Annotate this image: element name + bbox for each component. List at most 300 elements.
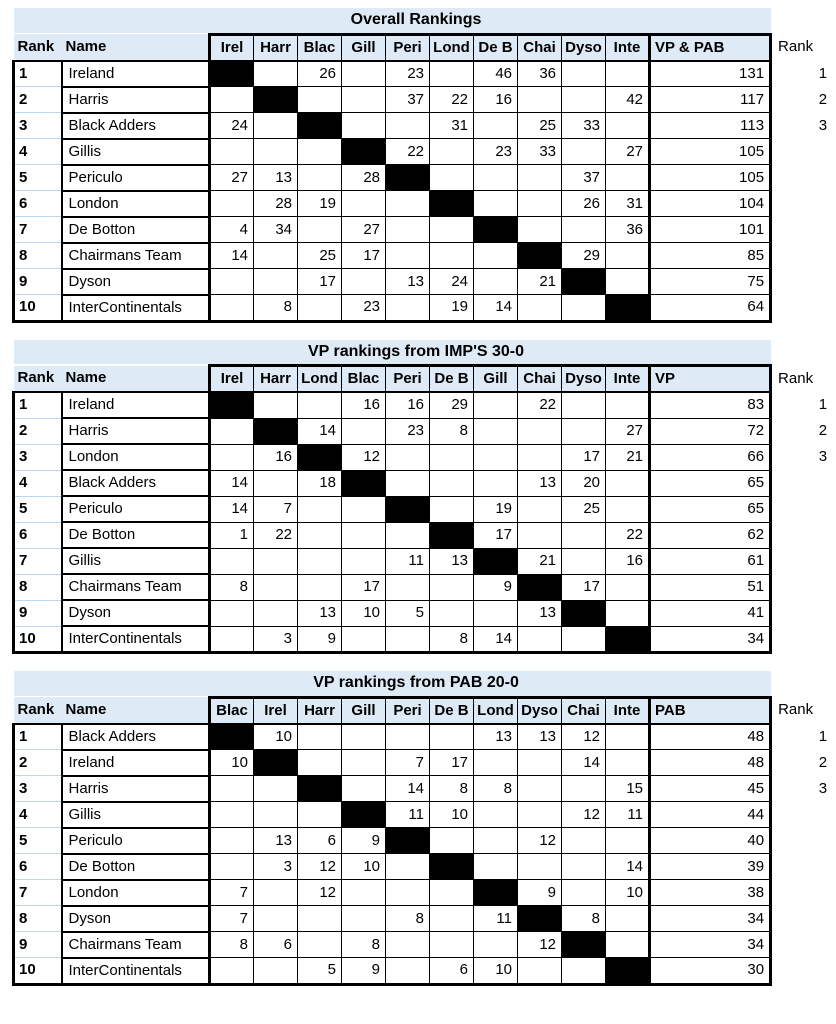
table-header-row bbox=[14, 366, 836, 393]
table-header-row bbox=[14, 34, 836, 61]
diagonal-self-cell bbox=[562, 269, 606, 295]
rank-cell: 9 bbox=[14, 269, 62, 295]
team-name-cell: London bbox=[62, 191, 210, 217]
opponent-column-header: Inte bbox=[606, 697, 650, 724]
score-cell: 15 bbox=[606, 776, 650, 802]
score-cell: 1 bbox=[210, 522, 254, 548]
score-cell bbox=[606, 392, 650, 418]
rank-cell: 5 bbox=[14, 165, 62, 191]
table-row bbox=[14, 392, 836, 418]
score-cell bbox=[474, 932, 518, 958]
score-cell bbox=[474, 470, 518, 496]
opponent-column-header: Irel bbox=[210, 34, 254, 61]
score-cell: 16 bbox=[254, 444, 298, 470]
score-cell bbox=[298, 392, 342, 418]
score-cell bbox=[606, 243, 650, 269]
team-name-cell: De Botton bbox=[62, 522, 210, 548]
score-cell bbox=[474, 418, 518, 444]
table-row bbox=[14, 574, 836, 600]
ranking-table bbox=[12, 340, 836, 655]
right-rank-cell bbox=[771, 828, 836, 854]
score-cell bbox=[518, 165, 562, 191]
score-cell bbox=[210, 776, 254, 802]
table-header-row bbox=[14, 697, 836, 724]
diagonal-self-cell bbox=[298, 444, 342, 470]
right-rank-cell: 2 bbox=[771, 418, 836, 444]
score-cell bbox=[342, 191, 386, 217]
opponent-column-header: Inte bbox=[606, 366, 650, 393]
score-cell: 5 bbox=[298, 958, 342, 985]
ranking-table bbox=[12, 671, 836, 986]
score-cell bbox=[518, 496, 562, 522]
total-cell: 44 bbox=[650, 802, 771, 828]
score-cell: 29 bbox=[562, 243, 606, 269]
score-cell bbox=[606, 165, 650, 191]
rank-cell: 3 bbox=[14, 776, 62, 802]
team-name-cell: Ireland bbox=[62, 61, 210, 87]
opponent-column-header: Blac bbox=[298, 34, 342, 61]
rankings-root bbox=[12, 8, 836, 986]
score-cell: 33 bbox=[518, 139, 562, 165]
table-row bbox=[14, 958, 836, 985]
score-cell: 46 bbox=[474, 61, 518, 87]
score-cell bbox=[210, 854, 254, 880]
score-cell bbox=[210, 626, 254, 653]
score-cell bbox=[606, 574, 650, 600]
score-cell bbox=[430, 165, 474, 191]
score-cell: 27 bbox=[606, 139, 650, 165]
score-cell bbox=[298, 932, 342, 958]
score-cell bbox=[386, 932, 430, 958]
score-cell bbox=[474, 269, 518, 295]
score-cell: 17 bbox=[562, 574, 606, 600]
team-name-cell: InterContinentals bbox=[62, 958, 210, 985]
score-cell: 13 bbox=[254, 828, 298, 854]
score-cell: 6 bbox=[430, 958, 474, 985]
score-cell bbox=[518, 87, 562, 113]
table-row bbox=[14, 776, 836, 802]
score-cell bbox=[254, 470, 298, 496]
score-cell: 8 bbox=[430, 418, 474, 444]
opponent-column-header: Harr bbox=[254, 34, 298, 61]
opponent-column-header: Harr bbox=[254, 366, 298, 393]
score-cell bbox=[562, 958, 606, 985]
score-cell bbox=[386, 724, 430, 750]
table-row bbox=[14, 932, 836, 958]
right-rank-cell bbox=[771, 191, 836, 217]
table-title-row bbox=[14, 340, 836, 366]
score-cell bbox=[518, 626, 562, 653]
right-rank-cell bbox=[771, 217, 836, 243]
right-rank-cell bbox=[771, 139, 836, 165]
rank-cell: 3 bbox=[14, 113, 62, 139]
score-cell bbox=[298, 87, 342, 113]
score-cell bbox=[298, 724, 342, 750]
total-cell: 83 bbox=[650, 392, 771, 418]
score-cell: 21 bbox=[518, 548, 562, 574]
score-cell: 14 bbox=[386, 776, 430, 802]
right-rank-cell bbox=[771, 548, 836, 574]
score-cell: 17 bbox=[430, 750, 474, 776]
team-name-cell: Black Adders bbox=[62, 470, 210, 496]
score-cell: 8 bbox=[210, 932, 254, 958]
rank-cell: 10 bbox=[14, 295, 62, 322]
score-cell: 3 bbox=[254, 854, 298, 880]
score-cell: 22 bbox=[606, 522, 650, 548]
score-cell: 20 bbox=[562, 470, 606, 496]
score-cell: 26 bbox=[562, 191, 606, 217]
score-cell: 36 bbox=[606, 217, 650, 243]
table-title-row bbox=[14, 8, 836, 34]
score-cell: 16 bbox=[606, 548, 650, 574]
table-row bbox=[14, 802, 836, 828]
score-cell: 13 bbox=[430, 548, 474, 574]
score-cell bbox=[562, 854, 606, 880]
score-cell: 16 bbox=[386, 392, 430, 418]
table-row bbox=[14, 724, 836, 750]
score-cell bbox=[298, 295, 342, 322]
score-cell: 6 bbox=[298, 828, 342, 854]
right-rank-cell: 2 bbox=[771, 750, 836, 776]
score-cell bbox=[562, 217, 606, 243]
score-cell bbox=[386, 444, 430, 470]
diagonal-self-cell bbox=[606, 958, 650, 985]
score-cell: 42 bbox=[606, 87, 650, 113]
score-cell: 29 bbox=[430, 392, 474, 418]
diagonal-self-cell bbox=[606, 295, 650, 322]
table-title: VP rankings from IMP'S 30-0 bbox=[14, 340, 771, 366]
score-cell: 33 bbox=[562, 113, 606, 139]
opponent-column-header: De B bbox=[430, 697, 474, 724]
score-cell: 19 bbox=[474, 496, 518, 522]
score-cell bbox=[562, 880, 606, 906]
table-row bbox=[14, 418, 836, 444]
rank-cell: 5 bbox=[14, 496, 62, 522]
table-row bbox=[14, 906, 836, 932]
total-cell: 72 bbox=[650, 418, 771, 444]
rank-cell: 7 bbox=[14, 880, 62, 906]
score-cell bbox=[606, 932, 650, 958]
score-cell bbox=[386, 217, 430, 243]
score-cell bbox=[430, 880, 474, 906]
diagonal-self-cell bbox=[518, 906, 562, 932]
score-cell bbox=[430, 574, 474, 600]
score-cell: 8 bbox=[430, 626, 474, 653]
diagonal-self-cell bbox=[562, 600, 606, 626]
team-name-cell: Harris bbox=[62, 418, 210, 444]
score-cell bbox=[298, 750, 342, 776]
rank-cell: 2 bbox=[14, 418, 62, 444]
score-cell: 26 bbox=[298, 61, 342, 87]
diagonal-self-cell bbox=[474, 880, 518, 906]
opponent-column-header: De B bbox=[430, 366, 474, 393]
score-cell: 10 bbox=[342, 600, 386, 626]
right-rank-cell bbox=[771, 802, 836, 828]
score-cell bbox=[474, 165, 518, 191]
score-cell bbox=[562, 418, 606, 444]
score-cell bbox=[430, 600, 474, 626]
rank-cell: 1 bbox=[14, 724, 62, 750]
diagonal-self-cell bbox=[254, 87, 298, 113]
score-cell: 9 bbox=[298, 626, 342, 653]
rank-cell: 1 bbox=[14, 61, 62, 87]
right-rank-column-header: Rank bbox=[771, 34, 836, 61]
score-cell: 31 bbox=[430, 113, 474, 139]
score-cell: 17 bbox=[342, 243, 386, 269]
score-cell bbox=[210, 600, 254, 626]
score-cell: 37 bbox=[386, 87, 430, 113]
score-cell bbox=[430, 724, 474, 750]
diagonal-self-cell bbox=[254, 418, 298, 444]
team-name-cell: Harris bbox=[62, 776, 210, 802]
score-cell bbox=[210, 87, 254, 113]
score-cell: 16 bbox=[474, 87, 518, 113]
rank-cell: 8 bbox=[14, 906, 62, 932]
opponent-column-header: Irel bbox=[210, 366, 254, 393]
team-name-cell: Chairmans Team bbox=[62, 243, 210, 269]
opponent-column-header: Dyso bbox=[562, 34, 606, 61]
score-cell bbox=[342, 750, 386, 776]
opponent-column-header: Lond bbox=[298, 366, 342, 393]
score-cell bbox=[254, 574, 298, 600]
score-cell: 11 bbox=[474, 906, 518, 932]
team-name-cell: Gillis bbox=[62, 802, 210, 828]
right-rank-cell bbox=[771, 243, 836, 269]
score-cell bbox=[474, 750, 518, 776]
rank-cell: 7 bbox=[14, 217, 62, 243]
score-cell bbox=[562, 139, 606, 165]
score-cell bbox=[342, 906, 386, 932]
table-row bbox=[14, 61, 836, 87]
score-cell bbox=[298, 165, 342, 191]
score-cell bbox=[210, 269, 254, 295]
score-cell bbox=[474, 392, 518, 418]
diagonal-self-cell bbox=[606, 626, 650, 653]
score-cell bbox=[606, 496, 650, 522]
score-cell: 19 bbox=[298, 191, 342, 217]
opponent-column-header: Irel bbox=[254, 697, 298, 724]
team-name-cell: Harris bbox=[62, 87, 210, 113]
right-rank-cell: 3 bbox=[771, 113, 836, 139]
score-cell bbox=[254, 776, 298, 802]
team-name-cell: Dyson bbox=[62, 906, 210, 932]
score-cell bbox=[210, 802, 254, 828]
rank-cell: 3 bbox=[14, 444, 62, 470]
diagonal-self-cell bbox=[562, 932, 606, 958]
score-cell bbox=[474, 802, 518, 828]
score-cell: 6 bbox=[254, 932, 298, 958]
team-name-cell: InterContinentals bbox=[62, 295, 210, 322]
team-name-cell: Gillis bbox=[62, 139, 210, 165]
right-rank-column-header: Rank bbox=[771, 697, 836, 724]
score-cell: 21 bbox=[518, 269, 562, 295]
score-cell bbox=[254, 139, 298, 165]
total-cell: 62 bbox=[650, 522, 771, 548]
table-title: Overall Rankings bbox=[14, 8, 771, 34]
rank-cell: 4 bbox=[14, 470, 62, 496]
score-cell bbox=[430, 906, 474, 932]
score-cell: 22 bbox=[430, 87, 474, 113]
score-cell bbox=[518, 958, 562, 985]
score-cell: 14 bbox=[474, 295, 518, 322]
diagonal-self-cell bbox=[342, 139, 386, 165]
right-rank-cell: 2 bbox=[771, 87, 836, 113]
total-cell: 61 bbox=[650, 548, 771, 574]
score-cell bbox=[606, 61, 650, 87]
team-name-cell: InterContinentals bbox=[62, 626, 210, 653]
score-cell: 21 bbox=[606, 444, 650, 470]
score-cell: 9 bbox=[518, 880, 562, 906]
total-cell: 105 bbox=[650, 139, 771, 165]
rank-cell: 7 bbox=[14, 548, 62, 574]
right-rank-cell: 1 bbox=[771, 61, 836, 87]
right-rank-cell bbox=[771, 958, 836, 985]
right-rank-cell bbox=[771, 470, 836, 496]
team-name-cell: De Botton bbox=[62, 854, 210, 880]
score-cell: 13 bbox=[298, 600, 342, 626]
opponent-column-header: Gill bbox=[342, 34, 386, 61]
total-cell: 40 bbox=[650, 828, 771, 854]
score-cell bbox=[386, 522, 430, 548]
diagonal-self-cell bbox=[386, 165, 430, 191]
score-cell bbox=[342, 522, 386, 548]
right-rank-cell: 1 bbox=[771, 392, 836, 418]
diagonal-self-cell bbox=[298, 113, 342, 139]
diagonal-self-cell bbox=[474, 217, 518, 243]
rank-cell: 10 bbox=[14, 626, 62, 653]
score-cell: 12 bbox=[518, 828, 562, 854]
score-cell bbox=[430, 828, 474, 854]
score-cell bbox=[254, 548, 298, 574]
opponent-column-header: Dyso bbox=[518, 697, 562, 724]
score-cell: 25 bbox=[518, 113, 562, 139]
score-cell bbox=[474, 600, 518, 626]
rank-cell: 9 bbox=[14, 600, 62, 626]
total-cell: 66 bbox=[650, 444, 771, 470]
score-cell bbox=[210, 828, 254, 854]
score-cell: 13 bbox=[254, 165, 298, 191]
diagonal-self-cell bbox=[430, 191, 474, 217]
table-row bbox=[14, 444, 836, 470]
score-cell: 22 bbox=[386, 139, 430, 165]
rank-cell: 2 bbox=[14, 750, 62, 776]
right-rank-column-header: Rank bbox=[771, 366, 836, 393]
score-cell bbox=[254, 906, 298, 932]
team-name-cell: Periculo bbox=[62, 496, 210, 522]
team-name-cell: De Botton bbox=[62, 217, 210, 243]
rank-cell: 4 bbox=[14, 139, 62, 165]
score-cell: 10 bbox=[606, 880, 650, 906]
score-cell: 8 bbox=[342, 932, 386, 958]
opponent-column-header: De B bbox=[474, 34, 518, 61]
score-cell bbox=[562, 87, 606, 113]
team-name-cell: Periculo bbox=[62, 165, 210, 191]
score-cell bbox=[386, 113, 430, 139]
score-cell bbox=[518, 854, 562, 880]
score-cell bbox=[518, 295, 562, 322]
total-cell: 117 bbox=[650, 87, 771, 113]
score-cell: 17 bbox=[562, 444, 606, 470]
team-name-cell: Chairmans Team bbox=[62, 932, 210, 958]
score-cell bbox=[430, 496, 474, 522]
score-cell bbox=[518, 418, 562, 444]
title-right-spacer bbox=[771, 671, 836, 697]
score-cell: 16 bbox=[342, 392, 386, 418]
total-cell: 65 bbox=[650, 470, 771, 496]
score-cell bbox=[254, 802, 298, 828]
score-cell: 23 bbox=[474, 139, 518, 165]
table-title-row bbox=[14, 671, 836, 697]
opponent-column-header: Inte bbox=[606, 34, 650, 61]
score-cell bbox=[386, 880, 430, 906]
score-cell: 14 bbox=[298, 418, 342, 444]
score-cell bbox=[518, 522, 562, 548]
score-cell bbox=[342, 269, 386, 295]
score-cell bbox=[606, 113, 650, 139]
score-cell: 13 bbox=[386, 269, 430, 295]
score-cell bbox=[562, 295, 606, 322]
score-cell bbox=[342, 776, 386, 802]
score-cell bbox=[386, 191, 430, 217]
right-rank-cell: 1 bbox=[771, 724, 836, 750]
total-cell: 39 bbox=[650, 854, 771, 880]
score-cell bbox=[518, 776, 562, 802]
score-cell: 17 bbox=[474, 522, 518, 548]
rank-column-header: Rank bbox=[14, 34, 62, 61]
title-right-spacer bbox=[771, 340, 836, 366]
score-cell: 3 bbox=[254, 626, 298, 653]
right-rank-cell bbox=[771, 496, 836, 522]
score-cell bbox=[562, 626, 606, 653]
score-cell: 9 bbox=[342, 828, 386, 854]
score-cell: 11 bbox=[606, 802, 650, 828]
score-cell bbox=[254, 392, 298, 418]
score-cell: 8 bbox=[474, 776, 518, 802]
total-cell: 30 bbox=[650, 958, 771, 985]
score-cell bbox=[254, 880, 298, 906]
opponent-column-header: Peri bbox=[386, 34, 430, 61]
score-cell bbox=[298, 906, 342, 932]
score-cell bbox=[430, 217, 474, 243]
diagonal-self-cell bbox=[342, 802, 386, 828]
table-row bbox=[14, 880, 836, 906]
diagonal-self-cell bbox=[430, 854, 474, 880]
score-cell: 13 bbox=[518, 470, 562, 496]
opponent-column-header: Chai bbox=[518, 366, 562, 393]
score-cell bbox=[342, 548, 386, 574]
diagonal-self-cell bbox=[210, 61, 254, 87]
team-name-cell: London bbox=[62, 880, 210, 906]
score-cell: 14 bbox=[606, 854, 650, 880]
rank-cell: 9 bbox=[14, 932, 62, 958]
score-cell: 27 bbox=[342, 217, 386, 243]
right-rank-cell bbox=[771, 574, 836, 600]
rank-cell: 8 bbox=[14, 243, 62, 269]
total-cell: 34 bbox=[650, 626, 771, 653]
table-row bbox=[14, 626, 836, 653]
total-cell: 65 bbox=[650, 496, 771, 522]
score-cell bbox=[210, 418, 254, 444]
score-cell bbox=[518, 217, 562, 243]
opponent-column-header: Gill bbox=[474, 366, 518, 393]
score-cell bbox=[474, 113, 518, 139]
score-cell bbox=[474, 854, 518, 880]
score-cell: 17 bbox=[342, 574, 386, 600]
team-name-cell: Black Adders bbox=[62, 113, 210, 139]
rank-cell: 10 bbox=[14, 958, 62, 985]
score-cell bbox=[342, 87, 386, 113]
score-cell bbox=[254, 243, 298, 269]
